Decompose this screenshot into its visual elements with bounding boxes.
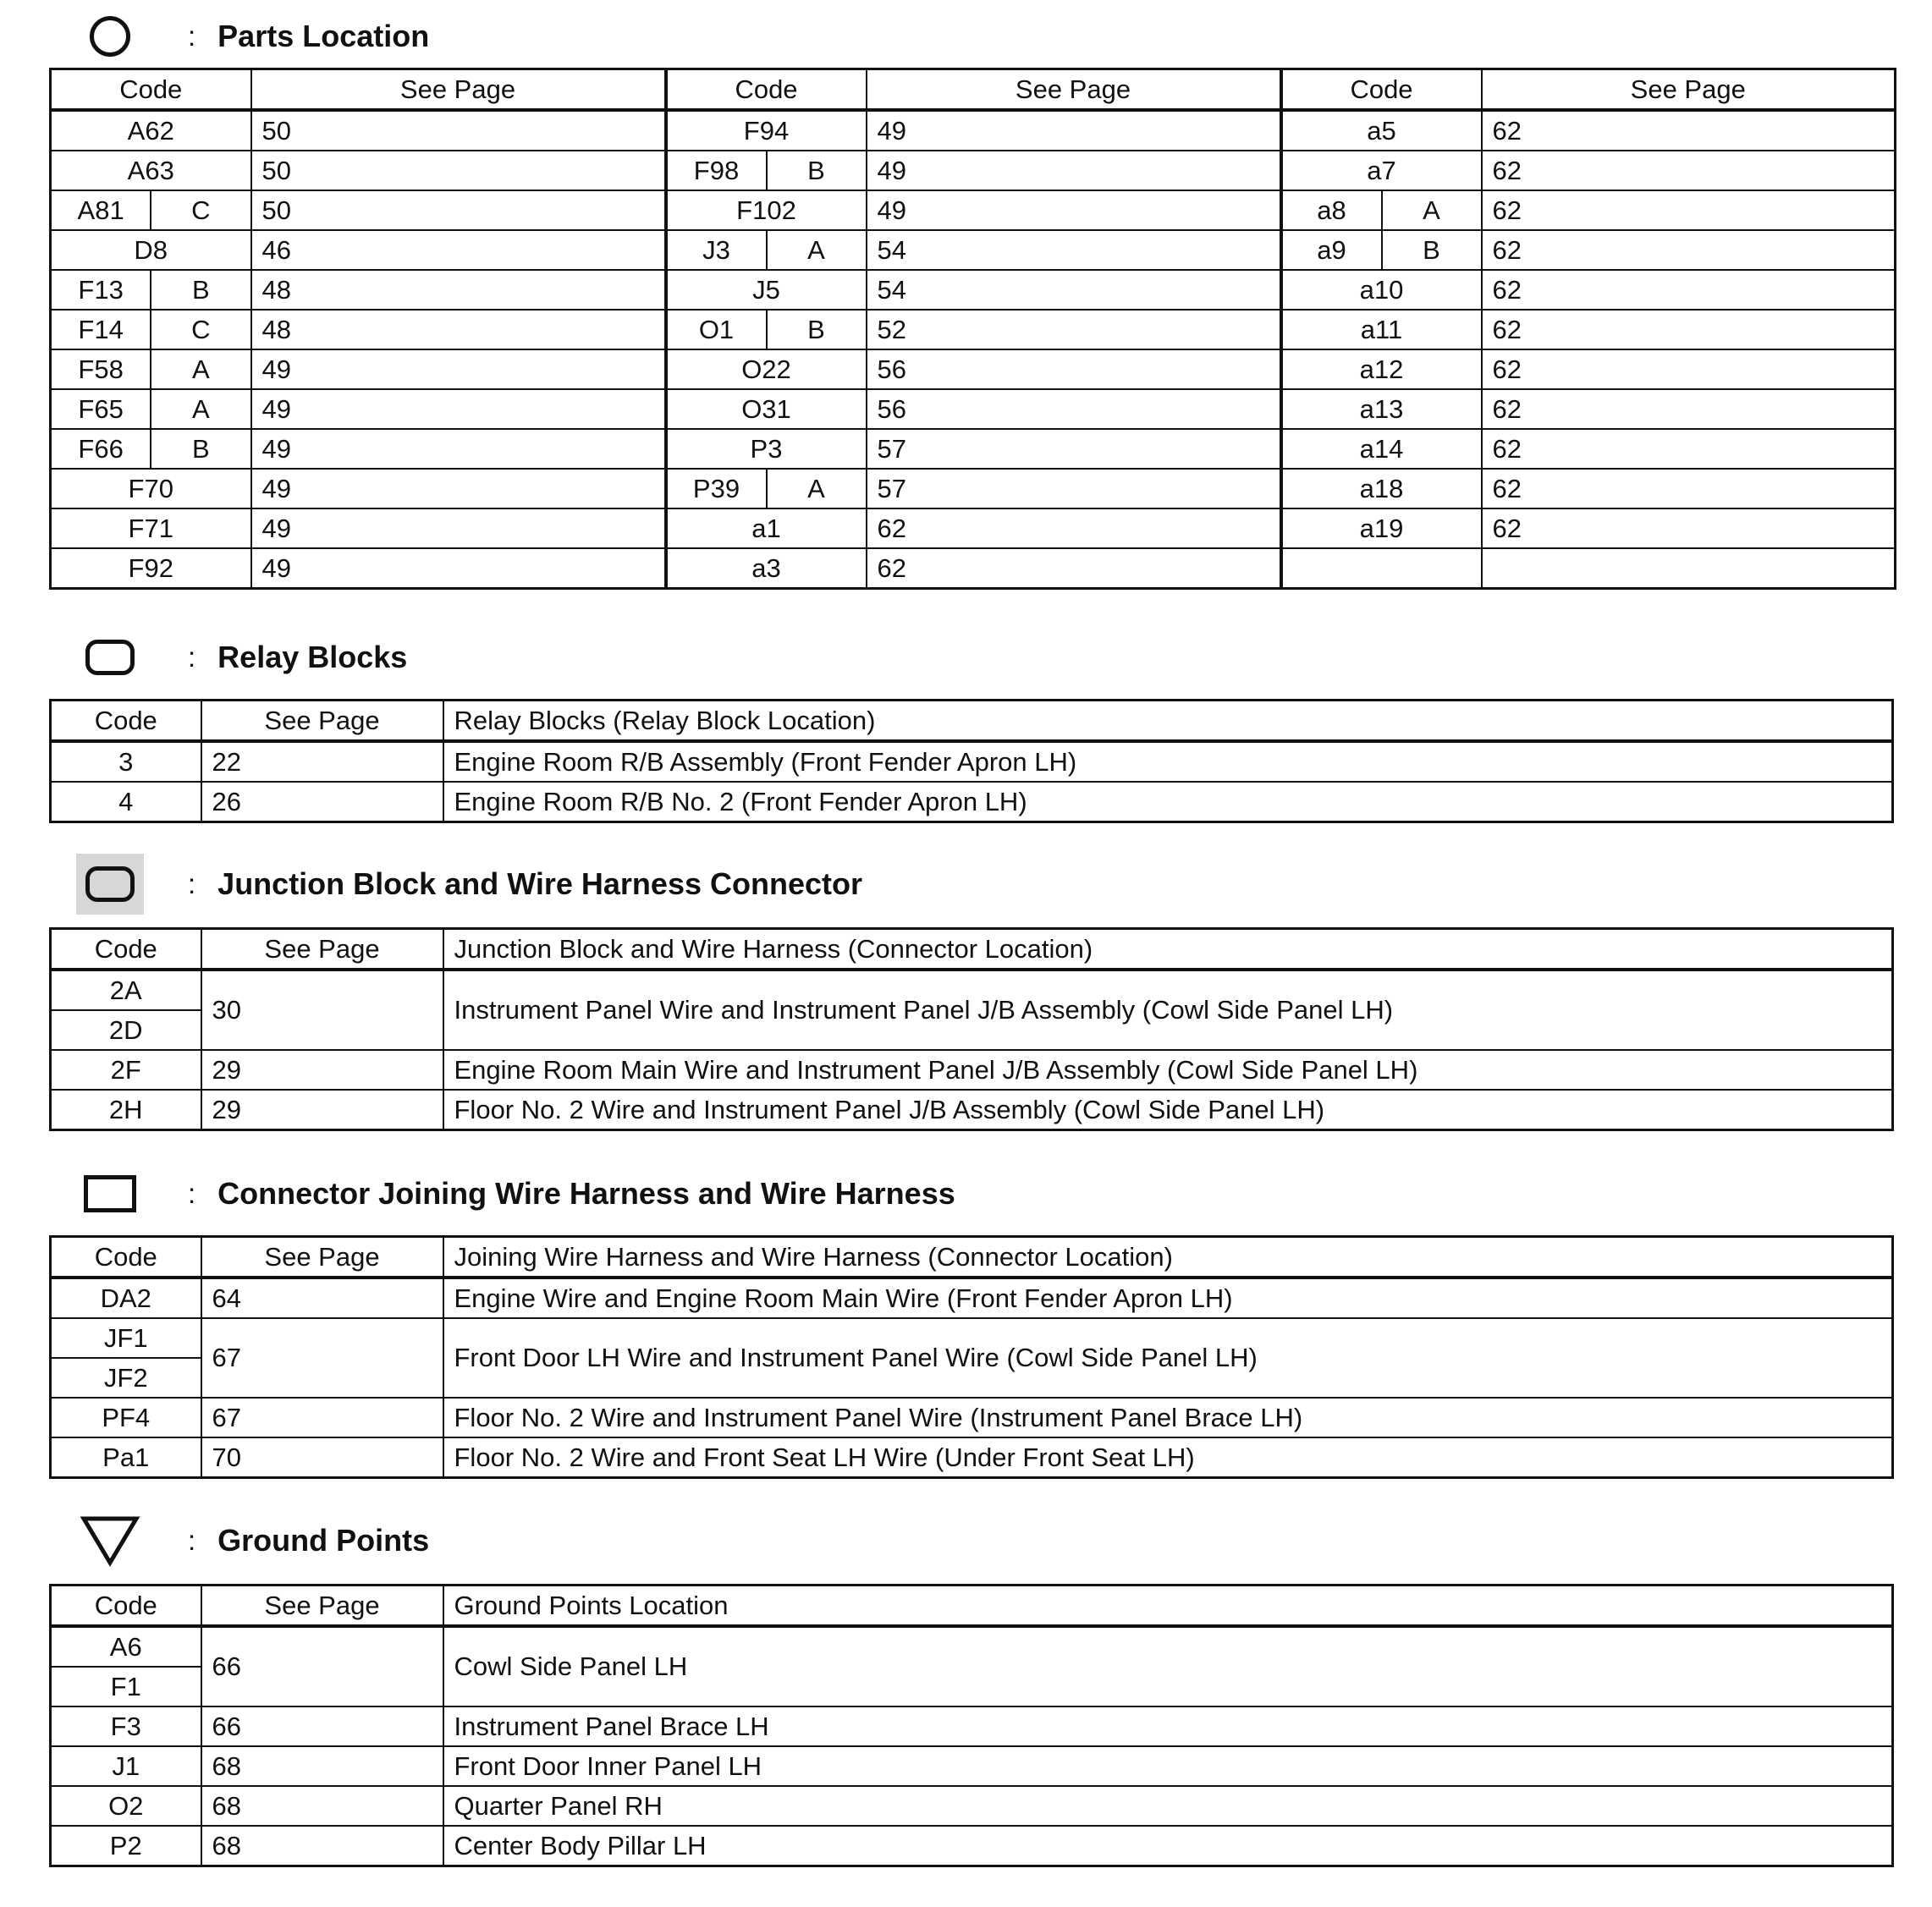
- code-value: O22: [741, 354, 791, 384]
- table-row: [51, 190, 1896, 230]
- code-cell: 2D: [51, 1010, 201, 1050]
- code-variant: B: [1423, 234, 1440, 265]
- code-value: a12: [1359, 354, 1404, 384]
- code-cell: A6: [51, 1626, 201, 1667]
- ground-points-table: [49, 1584, 1894, 1867]
- code-cell: J1: [51, 1746, 201, 1786]
- col-header-code: Code: [51, 1586, 201, 1627]
- col-header-location: Joining Wire Harness and Wire Harness (Connector Location): [443, 1237, 1893, 1278]
- see-page-cell: 56: [867, 389, 1281, 429]
- col-header-location: Junction Block and Wire Harness (Connector Location): [443, 929, 1893, 970]
- see-page-cell: 49: [251, 508, 666, 548]
- table-row: [51, 310, 1896, 349]
- table-row: [51, 1090, 1893, 1130]
- code-cell: F3: [51, 1706, 201, 1746]
- see-page-cell: 66: [201, 1626, 443, 1706]
- col-header-code: Code: [666, 69, 867, 111]
- rectangle-icon: [76, 1164, 144, 1223]
- col-header-see-page: See Page: [251, 69, 666, 111]
- ground-points-heading: [76, 1511, 429, 1570]
- see-page-cell: 22: [201, 741, 443, 782]
- see-page-cell: 49: [251, 469, 666, 508]
- col-header-see-page: See Page: [201, 1237, 443, 1278]
- code-cell: [1281, 548, 1482, 589]
- code-value: P3: [750, 433, 783, 464]
- code-value: a14: [1359, 433, 1404, 464]
- table-row: [51, 389, 1896, 429]
- code-cell: [666, 110, 867, 151]
- code-cell: [666, 349, 867, 389]
- heading-colon: :: [188, 1525, 196, 1556]
- location-cell: Floor No. 2 Wire and Instrument Panel Wire (Instrument Panel Brace LH): [443, 1398, 1893, 1437]
- see-page-cell: 49: [251, 349, 666, 389]
- see-page-cell: 67: [201, 1398, 443, 1437]
- see-page-cell: 62: [1482, 110, 1896, 151]
- code-cell: [51, 190, 251, 230]
- relay-blocks-table: [49, 699, 1894, 823]
- code-cell: [1281, 349, 1482, 389]
- col-header-see-page: See Page: [1482, 69, 1896, 111]
- code-value: a7: [1367, 155, 1396, 185]
- location-cell: Engine Wire and Engine Room Main Wire (Front Fender Apron LH): [443, 1278, 1893, 1318]
- code-cell: [51, 230, 251, 270]
- col-header-code: Code: [51, 1237, 201, 1278]
- col-header-code: Code: [51, 69, 251, 111]
- code-value: F70: [128, 473, 173, 503]
- col-header-code: Code: [1281, 69, 1482, 111]
- code-variant: A: [192, 393, 210, 424]
- see-page-cell: 62: [867, 508, 1281, 548]
- table-row: [51, 349, 1896, 389]
- code-variant: A: [807, 473, 825, 503]
- code-cell: JF2: [51, 1358, 201, 1398]
- col-header-see-page: See Page: [201, 929, 443, 970]
- code-cell: [666, 230, 867, 270]
- code-cell: PF4: [51, 1398, 201, 1437]
- code-value: a13: [1359, 393, 1404, 424]
- code-cell: [1281, 151, 1482, 190]
- shaded-rounded-rectangle-icon: [76, 855, 144, 914]
- col-header-code: Code: [51, 929, 201, 970]
- code-variant: C: [191, 314, 211, 344]
- code-cell: [51, 389, 251, 429]
- code-cell: Pa1: [51, 1437, 201, 1478]
- code-cell: [666, 151, 867, 190]
- see-page-cell: 49: [867, 110, 1281, 151]
- code-cell: [51, 310, 251, 349]
- code-value: a11: [1360, 314, 1403, 344]
- code-value: F94: [743, 115, 790, 146]
- see-page-cell: 30: [201, 970, 443, 1050]
- location-cell: Engine Room Main Wire and Instrument Panel J/B Assembly (Cowl Side Panel LH): [443, 1050, 1893, 1090]
- location-cell: Floor No. 2 Wire and Front Seat LH Wire (Under Front Seat LH): [443, 1437, 1893, 1478]
- code-cell: [1281, 389, 1482, 429]
- code-cell: [51, 110, 251, 151]
- see-page-cell: 62: [1482, 349, 1896, 389]
- see-page-cell: 50: [251, 110, 666, 151]
- see-page-cell: 70: [201, 1437, 443, 1478]
- connector-joining-table: [49, 1235, 1894, 1479]
- location-cell: Engine Room R/B Assembly (Front Fender Apron LH): [443, 741, 1893, 782]
- section-title: Relay Blocks: [217, 640, 408, 674]
- see-page-cell: 49: [251, 429, 666, 469]
- junction-block-table: [49, 927, 1894, 1131]
- table-row: [51, 1437, 1893, 1478]
- location-cell: Instrument Panel Wire and Instrument Panel J/B Assembly (Cowl Side Panel LH): [443, 970, 1893, 1050]
- col-header-see-page: See Page: [867, 69, 1281, 111]
- table-row: [51, 270, 1896, 310]
- see-page-cell: 62: [1482, 230, 1896, 270]
- see-page-cell: 49: [251, 389, 666, 429]
- see-page-cell: 68: [201, 1826, 443, 1866]
- heading-colon: :: [188, 20, 196, 52]
- code-value: a10: [1359, 274, 1404, 305]
- code-cell: [666, 548, 867, 589]
- see-page-cell: 50: [251, 190, 666, 230]
- table-row: [51, 1786, 1893, 1826]
- relay-blocks-heading: [76, 628, 407, 687]
- code-value: a5: [1367, 115, 1396, 146]
- code-value: F14: [52, 311, 151, 349]
- code-cell: [666, 310, 867, 349]
- code-value: a9: [1283, 231, 1383, 269]
- table-row: [51, 1398, 1893, 1437]
- code-cell: [51, 469, 251, 508]
- see-page-cell: 54: [867, 230, 1281, 270]
- location-cell: Quarter Panel RH: [443, 1786, 1893, 1826]
- table-row: [51, 1626, 1893, 1667]
- code-cell: [1281, 270, 1482, 310]
- triangle-down-icon: [76, 1511, 144, 1570]
- table-row: [51, 1746, 1893, 1786]
- code-cell: [51, 270, 251, 310]
- code-cell: [51, 508, 251, 548]
- see-page-cell: 62: [1482, 429, 1896, 469]
- code-variant: A: [1423, 195, 1440, 225]
- code-cell: JF1: [51, 1318, 201, 1358]
- see-page-cell: 46: [251, 230, 666, 270]
- code-cell: [1281, 110, 1482, 151]
- see-page-cell: 67: [201, 1318, 443, 1398]
- see-page-cell: 56: [867, 349, 1281, 389]
- code-cell: [666, 270, 867, 310]
- table-row: [51, 741, 1893, 782]
- col-header-see-page: See Page: [201, 701, 443, 742]
- code-cell: [1281, 230, 1482, 270]
- connector-joining-heading: [76, 1164, 955, 1223]
- section-title: Ground Points: [217, 1523, 430, 1558]
- see-page-cell: 48: [251, 270, 666, 310]
- see-page-cell: 62: [867, 548, 1281, 589]
- see-page-cell: 62: [1482, 389, 1896, 429]
- section-title: Junction Block and Wire Harness Connector: [217, 866, 862, 901]
- code-cell: [1281, 508, 1482, 548]
- heading-colon: :: [188, 1178, 196, 1209]
- code-value: a18: [1359, 473, 1404, 503]
- see-page-cell: 62: [1482, 310, 1896, 349]
- circle-icon: [76, 7, 144, 66]
- code-value: A63: [127, 155, 174, 185]
- table-row: [51, 548, 1896, 589]
- code-value: F92: [128, 552, 173, 583]
- code-value: F58: [52, 350, 151, 388]
- code-value: F98: [668, 151, 768, 190]
- table-row: [51, 230, 1896, 270]
- heading-colon: :: [188, 641, 196, 673]
- code-cell: [666, 190, 867, 230]
- col-header-see-page: See Page: [201, 1586, 443, 1627]
- see-page-cell: 49: [867, 190, 1281, 230]
- code-cell: 3: [51, 741, 201, 782]
- rounded-rectangle-icon: [76, 628, 144, 687]
- table-row: [51, 469, 1896, 508]
- code-value: J3: [668, 231, 768, 269]
- table-row: [51, 1826, 1893, 1866]
- location-cell: Center Body Pillar LH: [443, 1826, 1893, 1866]
- code-value: F65: [52, 390, 151, 428]
- table-row: [51, 970, 1893, 1010]
- code-cell: P2: [51, 1826, 201, 1866]
- code-value: a8: [1283, 191, 1383, 229]
- see-page-cell: 66: [201, 1706, 443, 1746]
- code-cell: [666, 508, 867, 548]
- code-value: F71: [128, 513, 173, 543]
- code-cell: [666, 429, 867, 469]
- code-cell: [1281, 469, 1482, 508]
- code-cell: [1281, 429, 1482, 469]
- see-page-cell: 57: [867, 469, 1281, 508]
- see-page-cell: 62: [1482, 270, 1896, 310]
- code-value: A62: [127, 115, 174, 146]
- see-page-cell: 29: [201, 1090, 443, 1130]
- code-cell: [51, 429, 251, 469]
- see-page-cell: 29: [201, 1050, 443, 1090]
- see-page-cell: 62: [1482, 151, 1896, 190]
- code-cell: [1281, 190, 1482, 230]
- code-variant: B: [192, 433, 210, 464]
- location-cell: Front Door Inner Panel LH: [443, 1746, 1893, 1786]
- see-page-cell: 64: [201, 1278, 443, 1318]
- code-variant: B: [807, 314, 825, 344]
- table-row: [51, 1706, 1893, 1746]
- parts-location-heading: [76, 7, 429, 66]
- code-cell: 2A: [51, 970, 201, 1010]
- code-variant: A: [192, 354, 210, 384]
- col-header-location: Ground Points Location: [443, 1586, 1893, 1627]
- code-variant: B: [192, 274, 210, 305]
- code-cell: DA2: [51, 1278, 201, 1318]
- see-page-cell: 50: [251, 151, 666, 190]
- code-cell: [666, 389, 867, 429]
- location-cell: Front Door LH Wire and Instrument Panel Wire (Cowl Side Panel LH): [443, 1318, 1893, 1398]
- code-cell: [51, 548, 251, 589]
- code-value: O1: [668, 311, 768, 349]
- table-row: [51, 110, 1896, 151]
- see-page-cell: 49: [867, 151, 1281, 190]
- code-cell: [51, 151, 251, 190]
- see-page-cell: 68: [201, 1786, 443, 1826]
- table-row: [51, 508, 1896, 548]
- code-variant: A: [807, 234, 825, 265]
- see-page-cell: 49: [251, 548, 666, 589]
- table-row: [51, 1278, 1893, 1318]
- code-value: a19: [1359, 513, 1404, 543]
- code-value: F102: [736, 195, 796, 225]
- code-cell: [1281, 310, 1482, 349]
- code-value: a3: [751, 552, 781, 583]
- code-value: F66: [52, 430, 151, 468]
- see-page-cell: 48: [251, 310, 666, 349]
- see-page-cell: 62: [1482, 190, 1896, 230]
- location-cell: Floor No. 2 Wire and Instrument Panel J/B Assembly (Cowl Side Panel LH): [443, 1090, 1893, 1130]
- code-value: a1: [751, 513, 781, 543]
- code-cell: [666, 469, 867, 508]
- code-variant: B: [807, 155, 825, 185]
- table-row: [51, 429, 1896, 469]
- junction-block-heading: [76, 855, 862, 914]
- heading-colon: :: [188, 868, 196, 899]
- table-row: [51, 782, 1893, 822]
- code-cell: [51, 349, 251, 389]
- section-title: Parts Location: [217, 19, 430, 53]
- see-page-cell: 54: [867, 270, 1281, 310]
- code-variant: C: [191, 195, 211, 225]
- see-page-cell: 62: [1482, 508, 1896, 548]
- section-title: Connector Joining Wire Harness and Wire Harness: [217, 1176, 955, 1211]
- code-cell: 2F: [51, 1050, 201, 1090]
- code-cell: 4: [51, 782, 201, 822]
- location-cell: Instrument Panel Brace LH: [443, 1706, 1893, 1746]
- table-row: [51, 151, 1896, 190]
- see-page-cell: 52: [867, 310, 1281, 349]
- see-page-cell: 62: [1482, 469, 1896, 508]
- code-cell: O2: [51, 1786, 201, 1826]
- table-row: [51, 1050, 1893, 1090]
- code-value: A81: [52, 191, 151, 229]
- parts-location-table: [49, 68, 1896, 590]
- col-header-code: Code: [51, 701, 201, 742]
- see-page-cell: [1482, 548, 1896, 589]
- see-page-cell: 57: [867, 429, 1281, 469]
- code-cell: F1: [51, 1667, 201, 1706]
- location-cell: Cowl Side Panel LH: [443, 1626, 1893, 1706]
- location-cell: Engine Room R/B No. 2 (Front Fender Apron LH): [443, 782, 1893, 822]
- see-page-cell: 26: [201, 782, 443, 822]
- code-value: P39: [668, 470, 768, 508]
- code-value: D8: [134, 234, 168, 265]
- code-value: J5: [752, 274, 780, 305]
- table-row: [51, 1318, 1893, 1358]
- col-header-location: Relay Blocks (Relay Block Location): [443, 701, 1893, 742]
- code-value: F13: [52, 271, 151, 309]
- see-page-cell: 68: [201, 1746, 443, 1786]
- code-value: O31: [741, 393, 791, 424]
- code-cell: 2H: [51, 1090, 201, 1130]
